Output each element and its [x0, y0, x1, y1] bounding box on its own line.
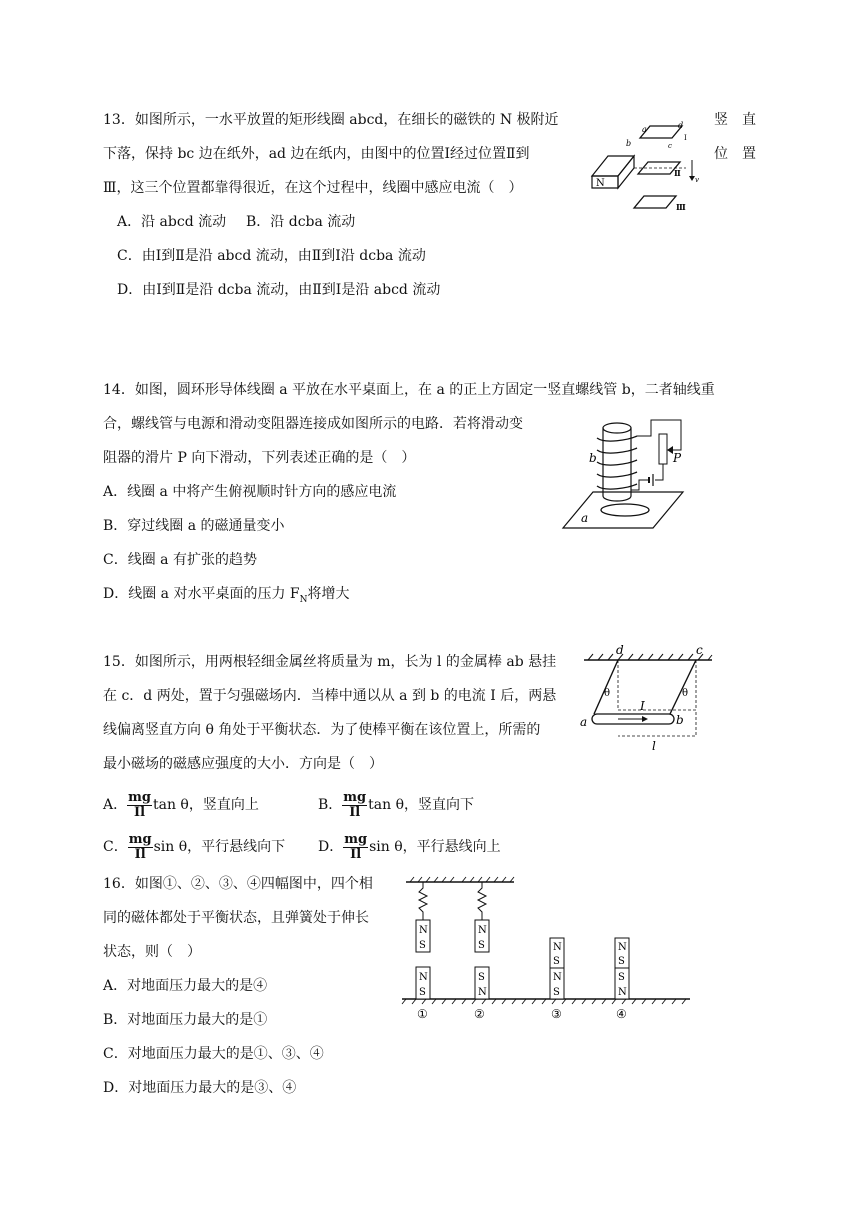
magnet-4-bottom-lower-pole: N — [618, 987, 627, 998]
q13-option-a: A．沿 abcd 流动 — [117, 214, 227, 230]
q15-option-a-text: tan θ，竖直向上 — [152, 797, 259, 813]
q14-line-2: 合，螺线管与电源和滑动变阻器连接成如图所示的电路．若将滑动变 — [103, 416, 523, 432]
q14-line-3: 阻器的滑片 P 向下滑动，下列表述正确的是（ ） — [103, 450, 416, 466]
q16-magnets-figure — [400, 874, 690, 1024]
magnet-2-hanging-bottom-pole: S — [478, 940, 485, 951]
magnet-3-top-lower-pole: S — [553, 956, 560, 967]
position-3-label: Ⅲ — [676, 202, 686, 212]
spring-1 — [419, 882, 427, 920]
fraction-denominator: Il — [134, 846, 146, 862]
q16-line-2: 同的磁体都处于平衡状态，且弹簧处于伸长 — [103, 910, 369, 926]
q15-option-c-label: C． — [103, 839, 128, 855]
q13-magnet-coil-figure — [588, 116, 710, 216]
q15-line-1: 15．如图所示，用两根轻细金属丝将质量为 m，长为 l 的金属棒 ab 悬挂 — [103, 654, 557, 670]
figure-number-2: ② — [474, 1007, 485, 1021]
q15-line-4: 最小磁场的磁感应强度的大小．方向是（ ） — [103, 756, 383, 772]
solenoid-b-label: b — [589, 451, 597, 465]
rod-end-b-label: b — [676, 713, 684, 727]
q16-option-a: A．对地面压力最大的是④ — [103, 978, 268, 994]
rod-end-a-label: a — [580, 715, 588, 729]
magnet-4-top-lower-pole: S — [618, 956, 625, 967]
q15-option-d-text: sin θ，平行悬线向上 — [369, 839, 501, 855]
magnet-1-hanging-top-pole: N — [419, 925, 428, 936]
position-1-label: Ⅰ — [684, 134, 687, 142]
q15-option-b — [318, 790, 474, 820]
q15-option-d-fraction — [343, 833, 368, 862]
figure-number-4: ④ — [616, 1007, 627, 1021]
magnet-top-face — [592, 156, 634, 176]
q15-option-c-text: sin θ，平行悬线向下 — [153, 839, 286, 855]
q13-option-b: B．沿 dcba 流动 — [246, 214, 356, 230]
magnet-2-hanging-top-pole: N — [478, 925, 487, 936]
q14-option-c: C．线圈 a 有扩张的趋势 — [103, 552, 257, 568]
magnet-3-bottom-upper-pole: N — [553, 972, 562, 983]
length-l-label: l — [652, 739, 656, 752]
q15-line-2: 在 c．d 两处，置于匀强磁场内．当棒中通以从 a 到 b 的电流 I 后，两悬 — [103, 688, 557, 704]
solenoid-top — [603, 423, 631, 433]
ceiling-hatching — [588, 654, 712, 660]
q15-option-a — [103, 790, 259, 820]
q16-option-d: D．对地面压力最大的是③、④ — [103, 1080, 297, 1096]
q14-option-b: B．穿过线圈 a 的磁通量变小 — [103, 518, 285, 534]
magnet-side-face — [618, 156, 634, 188]
magnet-3-top-upper-pole: N — [553, 942, 562, 953]
q15-option-d-label: D． — [318, 839, 344, 855]
fraction-denominator: Il — [350, 846, 362, 862]
q13-line-2-tail: 位 置 — [714, 146, 756, 162]
magnet-2-ground-top-pole: S — [478, 972, 485, 983]
fraction-numerator: mg — [128, 831, 152, 847]
fraction-denominator: Il — [349, 804, 361, 820]
point-c-label: c — [696, 643, 703, 657]
q15-option-c — [103, 832, 285, 862]
q13-line-1-tail: 竖 直 — [714, 112, 756, 128]
magnet-4-top-upper-pole: N — [618, 942, 627, 953]
q13-line-3: Ⅲ，这三个位置都靠得很近，在这个过程中，线圈中感应电流（ ） — [103, 180, 523, 196]
q15-option-d — [318, 832, 501, 862]
fraction-numerator: mg — [344, 831, 368, 847]
solenoid-bottom — [603, 496, 631, 501]
magnet-1-ground-bottom-pole: S — [419, 987, 426, 998]
rheostat — [659, 434, 667, 464]
suspension-wire-right — [670, 660, 696, 714]
q14-option-d-main: D．线圈 a 对水平桌面的压力 F — [103, 586, 300, 602]
suspension-wire-left — [594, 660, 618, 714]
spring-2 — [478, 882, 486, 920]
coil-label-a: a — [642, 125, 647, 134]
magnet-4-bottom-upper-pole: S — [618, 972, 625, 983]
circuit-wire-right — [655, 464, 663, 480]
magnet-3-bottom-lower-pole: S — [553, 987, 560, 998]
q13-line-1: 13．如图所示，一水平放置的矩形线圈 abcd，在细长的磁铁的 N 极附近 — [103, 112, 559, 128]
figure-number-1: ① — [417, 1007, 428, 1021]
coil-label-c: c — [668, 142, 672, 150]
magnet-n-label: N — [596, 178, 605, 189]
coil-position-3 — [634, 196, 676, 208]
fraction-numerator: mg — [128, 789, 151, 805]
q14-line-1: 14．如图，圆环形导体线圈 a 平放在水平桌面上，在 a 的正上方固定一竖直螺线管 b，二者轴线重 — [103, 382, 715, 398]
q13-option-c: C．由Ⅰ到Ⅱ是沿 abcd 流动，由Ⅱ到Ⅰ沿 dcba 流动 — [117, 248, 426, 264]
magnet-1-hanging-bottom-pole: S — [419, 940, 426, 951]
q14-solenoid-figure — [555, 410, 690, 535]
slider-p-label: P — [673, 451, 682, 465]
q16-option-b: B．对地面压力最大的是① — [103, 1012, 268, 1028]
coil-label-b: b — [626, 139, 632, 148]
magnet-2-ground-bottom-pole: N — [478, 987, 487, 998]
q15-option-c-fraction — [128, 833, 153, 862]
q15-option-b-fraction — [342, 791, 367, 820]
fraction-denominator: Il — [134, 804, 146, 820]
q16-option-c: C．对地面压力最大的是①、③、④ — [103, 1046, 324, 1062]
q15-option-b-label: B． — [318, 797, 343, 813]
figure-number-3: ③ — [551, 1007, 562, 1021]
q15-option-b-text: tan θ，竖直向下 — [368, 797, 475, 813]
current-i-label: I — [640, 699, 645, 713]
q13-line-2: 下落，保持 bc 边在纸外，ad 边在纸内，由图中的位置Ⅰ经过位置Ⅱ到 — [103, 146, 530, 162]
coil-a-label: a — [581, 511, 589, 525]
point-d-label: d — [616, 643, 624, 657]
q16-line-1: 16．如图①、②、③、④四幅图中，四个相 — [103, 876, 373, 892]
q14-option-d-tail: 将增大 — [307, 586, 350, 602]
magnet-1-ground-top-pole: N — [419, 972, 428, 983]
position-2-label: Ⅱ — [674, 168, 681, 178]
coil-label-d: d — [678, 121, 684, 130]
ring-coil-a — [601, 504, 649, 516]
theta-right-label: θ — [682, 688, 689, 699]
q15-metal-rod-figure — [578, 642, 718, 752]
q15-option-a-fraction — [127, 791, 152, 820]
q14-option-d-subscript: N — [299, 594, 308, 605]
fraction-numerator: mg — [343, 789, 367, 805]
q15-option-a-label: A． — [103, 797, 128, 813]
q14-option-d — [103, 584, 350, 610]
q13-option-d: D．由Ⅰ到Ⅱ是沿 dcba 流动，由Ⅱ到Ⅰ是沿 abcd 流动 — [117, 282, 441, 298]
q15-line-3: 线偏离竖直方向 θ 角处于平衡状态．为了使棒平衡在该位置上，所需的 — [103, 722, 541, 738]
velocity-label: v — [695, 176, 699, 184]
theta-left-label: θ — [604, 688, 611, 699]
q16-line-3: 状态，则（ ） — [103, 944, 201, 960]
q14-option-a: A．线圈 a 中将产生俯视顺时针方向的感应电流 — [103, 484, 397, 500]
